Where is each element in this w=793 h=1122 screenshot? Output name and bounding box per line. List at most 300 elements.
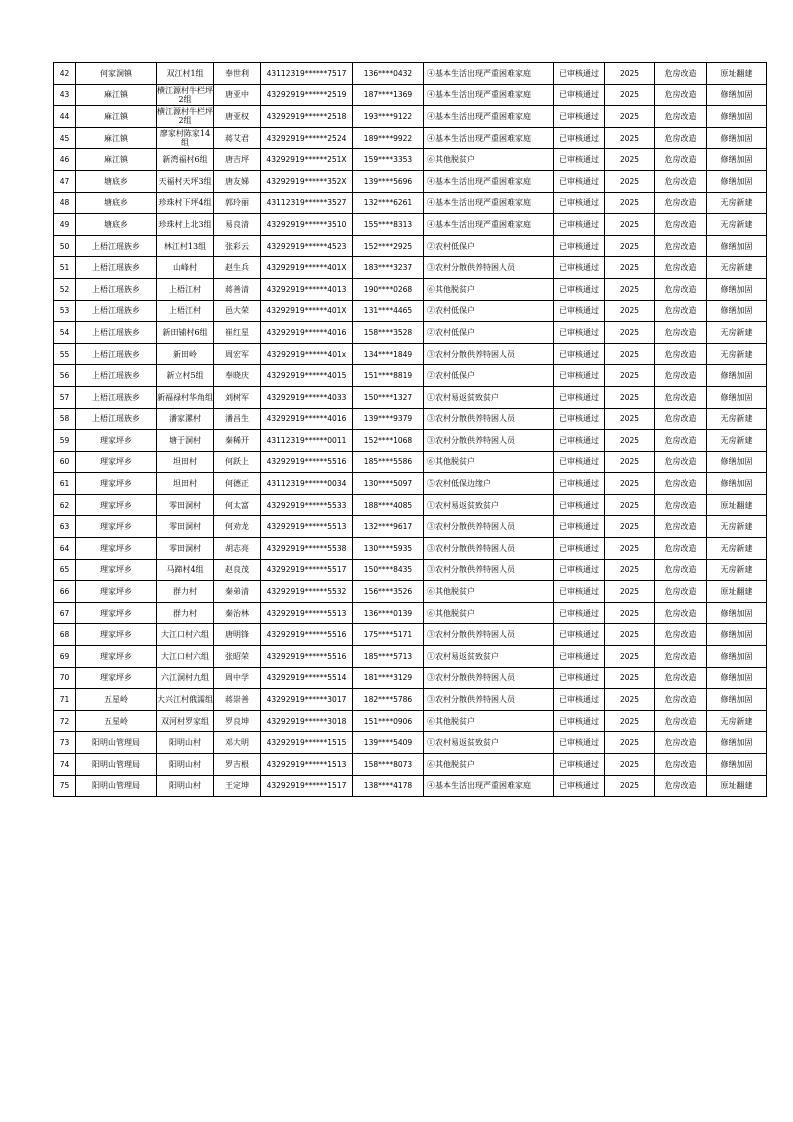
id-number-cell: 43292919******5538	[261, 538, 353, 560]
table-body	[54, 63, 767, 797]
village-cell: 双河村罗家组	[157, 710, 214, 732]
table-row	[54, 710, 767, 732]
review-status-cell: 已审核通过	[554, 602, 605, 624]
township-cell: 上梧江瑶族乡	[76, 322, 157, 344]
table-row	[54, 451, 767, 473]
phone-cell: 190****0268	[353, 278, 424, 300]
household-type-cell: ①农村易返贫致贫户	[424, 732, 554, 754]
table-row	[54, 559, 767, 581]
construction-method-cell: 原址翻建	[707, 494, 767, 516]
year-cell: 2025	[605, 516, 655, 538]
year-cell: 2025	[605, 430, 655, 452]
village-cell: 上梧江村	[157, 278, 214, 300]
year-cell: 2025	[605, 408, 655, 430]
construction-method-cell: 修缮加固	[707, 646, 767, 668]
household-type-cell: ④基本生活出现严重困难家庭	[424, 127, 554, 149]
project-type-cell: 危房改造	[655, 386, 707, 408]
review-status-cell: 已审核通过	[554, 235, 605, 257]
phone-cell: 130****5935	[353, 538, 424, 560]
id-number-cell: 43292919******5513	[261, 516, 353, 538]
year-cell: 2025	[605, 84, 655, 106]
seq-cell: 46	[54, 149, 76, 171]
name-cell: 易良清	[214, 214, 261, 236]
table-row	[54, 278, 767, 300]
household-type-cell: ②农村低保户	[424, 300, 554, 322]
name-cell: 崔红星	[214, 322, 261, 344]
table-row	[54, 214, 767, 236]
phone-cell: 136****0432	[353, 63, 424, 85]
village-cell: 大江口村六组	[157, 624, 214, 646]
village-cell: 马蹄村4组	[157, 559, 214, 581]
project-type-cell: 危房改造	[655, 732, 707, 754]
review-status-cell: 已审核通过	[554, 430, 605, 452]
review-status-cell: 已审核通过	[554, 516, 605, 538]
name-cell: 秦稀开	[214, 430, 261, 452]
review-status-cell: 已审核通过	[554, 775, 605, 797]
id-number-cell: 43292919******2518	[261, 106, 353, 128]
table-row	[54, 754, 767, 776]
table-row	[54, 494, 767, 516]
year-cell: 2025	[605, 689, 655, 711]
review-status-cell: 已审核通过	[554, 149, 605, 171]
household-type-cell: ③农村分散供养特困人员	[424, 667, 554, 689]
construction-method-cell: 无房新建	[707, 343, 767, 365]
name-cell: 何太富	[214, 494, 261, 516]
project-type-cell: 危房改造	[655, 278, 707, 300]
construction-method-cell: 修缮加固	[707, 149, 767, 171]
name-cell: 周宏军	[214, 343, 261, 365]
year-cell: 2025	[605, 106, 655, 128]
township-cell: 理家坪乡	[76, 430, 157, 452]
id-number-cell: 43292919******401X	[261, 257, 353, 279]
review-status-cell: 已审核通过	[554, 127, 605, 149]
village-cell: 零田洞村	[157, 494, 214, 516]
review-status-cell: 已审核通过	[554, 192, 605, 214]
household-type-cell: ①农村易返贫致贫户	[424, 646, 554, 668]
id-number-cell: 43112319******0011	[261, 430, 353, 452]
name-cell: 蒋崇善	[214, 689, 261, 711]
seq-cell: 47	[54, 170, 76, 192]
seq-cell: 61	[54, 473, 76, 495]
township-cell: 理家坪乡	[76, 473, 157, 495]
construction-method-cell: 无房新建	[707, 430, 767, 452]
township-cell: 麻江镇	[76, 84, 157, 106]
year-cell: 2025	[605, 214, 655, 236]
construction-method-cell: 修缮加固	[707, 170, 767, 192]
phone-cell: 188****4085	[353, 494, 424, 516]
phone-cell: 193****9122	[353, 106, 424, 128]
name-cell: 张昭荣	[214, 646, 261, 668]
seq-cell: 70	[54, 667, 76, 689]
village-cell: 阳明山村	[157, 732, 214, 754]
review-status-cell: 已审核通过	[554, 646, 605, 668]
table-row	[54, 624, 767, 646]
village-cell: 阳明山村	[157, 754, 214, 776]
township-cell: 上梧江瑶族乡	[76, 365, 157, 387]
project-type-cell: 危房改造	[655, 624, 707, 646]
id-number-cell: 43292919******4013	[261, 278, 353, 300]
township-cell: 理家坪乡	[76, 646, 157, 668]
project-type-cell: 危房改造	[655, 257, 707, 279]
name-cell: 唐亚中	[214, 84, 261, 106]
phone-cell: 185****5713	[353, 646, 424, 668]
phone-cell: 150****8435	[353, 559, 424, 581]
review-status-cell: 已审核通过	[554, 710, 605, 732]
phone-cell: 156****3526	[353, 581, 424, 603]
construction-method-cell: 无房新建	[707, 408, 767, 430]
village-cell: 阳明山村	[157, 775, 214, 797]
project-type-cell: 危房改造	[655, 84, 707, 106]
project-type-cell: 危房改造	[655, 775, 707, 797]
year-cell: 2025	[605, 149, 655, 171]
phone-cell: 181****3129	[353, 667, 424, 689]
phone-cell: 134****1849	[353, 343, 424, 365]
household-type-cell: ③农村分散供养特困人员	[424, 516, 554, 538]
table-row	[54, 408, 767, 430]
construction-method-cell: 无房新建	[707, 322, 767, 344]
phone-cell: 130****5097	[353, 473, 424, 495]
year-cell: 2025	[605, 602, 655, 624]
year-cell: 2025	[605, 473, 655, 495]
construction-method-cell: 修缮加固	[707, 732, 767, 754]
village-cell: 坦田村	[157, 451, 214, 473]
project-type-cell: 危房改造	[655, 214, 707, 236]
name-cell: 胡志亮	[214, 538, 261, 560]
seq-cell: 49	[54, 214, 76, 236]
table-row	[54, 149, 767, 171]
township-cell: 理家坪乡	[76, 516, 157, 538]
project-type-cell: 危房改造	[655, 106, 707, 128]
phone-cell: 139****5696	[353, 170, 424, 192]
township-cell: 上梧江瑶族乡	[76, 408, 157, 430]
project-type-cell: 危房改造	[655, 559, 707, 581]
review-status-cell: 已审核通过	[554, 624, 605, 646]
year-cell: 2025	[605, 710, 655, 732]
id-number-cell: 43292919******3018	[261, 710, 353, 732]
table-row	[54, 732, 767, 754]
name-cell: 蒋善清	[214, 278, 261, 300]
township-cell: 五星岭	[76, 710, 157, 732]
id-number-cell: 43292919******4016	[261, 322, 353, 344]
township-cell: 麻江镇	[76, 149, 157, 171]
construction-method-cell: 无房新建	[707, 257, 767, 279]
construction-method-cell: 无房新建	[707, 516, 767, 538]
village-cell: 横江源村牛栏坪2组	[157, 85, 213, 104]
name-cell: 潘昌生	[214, 408, 261, 430]
seq-cell: 58	[54, 408, 76, 430]
name-cell: 奉世利	[214, 63, 261, 85]
year-cell: 2025	[605, 538, 655, 560]
household-type-cell: ①农村易返贫致贫户	[424, 386, 554, 408]
id-number-cell: 43292919******5517	[261, 559, 353, 581]
construction-method-cell: 修缮加固	[707, 84, 767, 106]
phone-cell: 139****9379	[353, 408, 424, 430]
year-cell: 2025	[605, 646, 655, 668]
review-status-cell: 已审核通过	[554, 559, 605, 581]
table-row	[54, 257, 767, 279]
seq-cell: 45	[54, 127, 76, 149]
seq-cell: 60	[54, 451, 76, 473]
construction-method-cell: 修缮加固	[707, 689, 767, 711]
village-cell: 新田岭	[157, 343, 214, 365]
table-row	[54, 322, 767, 344]
id-number-cell: 43292919******2524	[261, 127, 353, 149]
seq-cell: 52	[54, 278, 76, 300]
construction-method-cell: 修缮加固	[707, 473, 767, 495]
village-cell: 珍珠村下坪4组	[157, 192, 214, 214]
review-status-cell: 已审核通过	[554, 386, 605, 408]
table-row	[54, 538, 767, 560]
township-cell: 上梧江瑶族乡	[76, 235, 157, 257]
review-status-cell: 已审核通过	[554, 170, 605, 192]
table-row	[54, 170, 767, 192]
project-type-cell: 危房改造	[655, 430, 707, 452]
year-cell: 2025	[605, 559, 655, 581]
id-number-cell: 43292919******5533	[261, 494, 353, 516]
construction-method-cell: 修缮加固	[707, 300, 767, 322]
year-cell: 2025	[605, 494, 655, 516]
seq-cell: 53	[54, 300, 76, 322]
village-cell: 零田洞村	[157, 516, 214, 538]
table-row	[54, 581, 767, 603]
phone-cell: 151****8819	[353, 365, 424, 387]
id-number-cell: 43112319******7517	[261, 63, 353, 85]
name-cell: 周中学	[214, 667, 261, 689]
construction-method-cell: 修缮加固	[707, 278, 767, 300]
village-cell: 天福村天坪3组	[157, 170, 214, 192]
table-row	[54, 235, 767, 257]
table-row	[54, 84, 767, 106]
household-type-cell: ⑤农村低保边缘户	[424, 473, 554, 495]
name-cell: 邓大明	[214, 732, 261, 754]
name-cell: 刘树军	[214, 386, 261, 408]
household-type-cell: ②农村低保户	[424, 235, 554, 257]
construction-method-cell: 无房新建	[707, 710, 767, 732]
phone-cell: 155****8313	[353, 214, 424, 236]
seq-cell: 51	[54, 257, 76, 279]
household-type-cell: ③农村分散供养特困人员	[424, 257, 554, 279]
year-cell: 2025	[605, 322, 655, 344]
project-type-cell: 危房改造	[655, 192, 707, 214]
township-cell: 理家坪乡	[76, 494, 157, 516]
construction-method-cell: 修缮加固	[707, 365, 767, 387]
review-status-cell: 已审核通过	[554, 408, 605, 430]
review-status-cell: 已审核通过	[554, 106, 605, 128]
household-type-cell: ③农村分散供养特困人员	[424, 559, 554, 581]
project-type-cell: 危房改造	[655, 365, 707, 387]
seq-cell: 72	[54, 710, 76, 732]
household-type-cell: ④基本生活出现严重困难家庭	[424, 84, 554, 106]
phone-cell: 183****3237	[353, 257, 424, 279]
township-cell: 理家坪乡	[76, 581, 157, 603]
seq-cell: 69	[54, 646, 76, 668]
table-row	[54, 473, 767, 495]
project-type-cell: 危房改造	[655, 754, 707, 776]
phone-cell: 182****5786	[353, 689, 424, 711]
phone-cell: 138****4178	[353, 775, 424, 797]
construction-method-cell: 原址翻建	[707, 775, 767, 797]
name-cell: 赵良茂	[214, 559, 261, 581]
village-cell: 山峰村	[157, 257, 214, 279]
village-cell: 潘家漯村	[157, 408, 214, 430]
village-cell: 六江洞村九组	[157, 667, 214, 689]
table-row	[54, 63, 767, 85]
year-cell: 2025	[605, 732, 655, 754]
village-cell: 大兴江村俄濡组	[157, 689, 214, 711]
review-status-cell: 已审核通过	[554, 343, 605, 365]
household-type-cell: ⑥其他脱贫户	[424, 754, 554, 776]
id-number-cell: 43292919******401x	[261, 343, 353, 365]
phone-cell: 150****1327	[353, 386, 424, 408]
township-cell: 理家坪乡	[76, 602, 157, 624]
table-row	[54, 300, 767, 322]
township-cell: 上梧江瑶族乡	[76, 343, 157, 365]
construction-method-cell: 修缮加固	[707, 106, 767, 128]
name-cell: 罗吉根	[214, 754, 261, 776]
village-cell: 新福禄村华角组	[157, 386, 214, 408]
household-type-cell: ⑥其他脱贫户	[424, 602, 554, 624]
township-cell: 阳明山管理局	[76, 754, 157, 776]
name-cell: 邑大荣	[214, 300, 261, 322]
village-cell: 廖家村陈家14组	[157, 127, 214, 149]
household-type-cell: ①农村易返贫致贫户	[424, 494, 554, 516]
table-row	[54, 106, 767, 128]
project-type-cell: 危房改造	[655, 710, 707, 732]
township-cell: 塘底乡	[76, 170, 157, 192]
phone-cell: 152****2925	[353, 235, 424, 257]
year-cell: 2025	[605, 667, 655, 689]
year-cell: 2025	[605, 451, 655, 473]
township-cell: 麻江镇	[76, 106, 157, 128]
review-status-cell: 已审核通过	[554, 84, 605, 106]
seq-cell: 74	[54, 754, 76, 776]
name-cell: 王定坤	[214, 775, 261, 797]
year-cell: 2025	[605, 343, 655, 365]
township-cell: 上梧江瑶族乡	[76, 386, 157, 408]
phone-cell: 158****8073	[353, 754, 424, 776]
household-type-cell: ⑥其他脱贫户	[424, 451, 554, 473]
household-type-cell: ③农村分散供养特困人员	[424, 408, 554, 430]
review-status-cell: 已审核通过	[554, 451, 605, 473]
household-type-cell: ④基本生活出现严重困难家庭	[424, 192, 554, 214]
review-status-cell: 已审核通过	[554, 732, 605, 754]
construction-method-cell: 无房新建	[707, 559, 767, 581]
phone-cell: 131****4465	[353, 300, 424, 322]
name-cell: 罗良坤	[214, 710, 261, 732]
seq-cell: 50	[54, 235, 76, 257]
construction-method-cell: 无房新建	[707, 214, 767, 236]
beneficiary-table	[53, 62, 767, 797]
household-type-cell: ②农村低保户	[424, 365, 554, 387]
review-status-cell: 已审核通过	[554, 538, 605, 560]
seq-cell: 73	[54, 732, 76, 754]
village-cell: 新湾福村6组	[157, 149, 214, 171]
township-cell: 理家坪乡	[76, 667, 157, 689]
seq-cell: 43	[54, 84, 76, 106]
village-cell: 零田洞村	[157, 538, 214, 560]
table-row	[54, 386, 767, 408]
name-cell: 唐明锋	[214, 624, 261, 646]
id-number-cell: 43292919******3510	[261, 214, 353, 236]
review-status-cell: 已审核通过	[554, 214, 605, 236]
phone-cell: 132****6261	[353, 192, 424, 214]
project-type-cell: 危房改造	[655, 408, 707, 430]
project-type-cell: 危房改造	[655, 451, 707, 473]
project-type-cell: 危房改造	[655, 646, 707, 668]
name-cell: 何德正	[214, 473, 261, 495]
household-type-cell: ⑥其他脱贫户	[424, 581, 554, 603]
township-cell: 理家坪乡	[76, 538, 157, 560]
township-cell: 阳明山管理局	[76, 775, 157, 797]
review-status-cell: 已审核通过	[554, 322, 605, 344]
table-row	[54, 127, 767, 149]
village-cell: 珍珠村上北3组	[157, 214, 214, 236]
township-cell: 上梧江瑶族乡	[76, 278, 157, 300]
table-row	[54, 689, 767, 711]
household-type-cell: ④基本生活出现严重困难家庭	[424, 214, 554, 236]
seq-cell: 63	[54, 516, 76, 538]
township-cell: 上梧江瑶族乡	[76, 257, 157, 279]
construction-method-cell: 原址翻建	[707, 63, 767, 85]
id-number-cell: 43292919******5516	[261, 646, 353, 668]
household-type-cell: ⑥其他脱贫户	[424, 710, 554, 732]
household-type-cell: ③农村分散供养特困人员	[424, 538, 554, 560]
phone-cell: 189****9922	[353, 127, 424, 149]
seq-cell: 48	[54, 192, 76, 214]
review-status-cell: 已审核通过	[554, 257, 605, 279]
id-number-cell: 43292919******4015	[261, 365, 353, 387]
seq-cell: 67	[54, 602, 76, 624]
id-number-cell: 43112319******0034	[261, 473, 353, 495]
township-cell: 麻江镇	[76, 127, 157, 149]
project-type-cell: 危房改造	[655, 63, 707, 85]
year-cell: 2025	[605, 775, 655, 797]
table-row	[54, 646, 767, 668]
name-cell: 蒋艾君	[214, 127, 261, 149]
village-cell: 林江村13组	[157, 235, 214, 257]
table-row	[54, 192, 767, 214]
project-type-cell: 危房改造	[655, 581, 707, 603]
name-cell: 赵生兵	[214, 257, 261, 279]
construction-method-cell: 修缮加固	[707, 127, 767, 149]
name-cell: 郭玲丽	[214, 192, 261, 214]
review-status-cell: 已审核通过	[554, 689, 605, 711]
seq-cell: 75	[54, 775, 76, 797]
name-cell: 张彩云	[214, 235, 261, 257]
id-number-cell: 43292919******5514	[261, 667, 353, 689]
seq-cell: 71	[54, 689, 76, 711]
household-type-cell: ③农村分散供养特困人员	[424, 624, 554, 646]
name-cell: 奉晓庆	[214, 365, 261, 387]
project-type-cell: 危房改造	[655, 538, 707, 560]
review-status-cell: 已审核通过	[554, 278, 605, 300]
township-cell: 理家坪乡	[76, 559, 157, 581]
village-cell: 坦田村	[157, 473, 214, 495]
review-status-cell: 已审核通过	[554, 473, 605, 495]
review-status-cell: 已审核通过	[554, 63, 605, 85]
id-number-cell: 43292919******1517	[261, 775, 353, 797]
table-row	[54, 775, 767, 797]
phone-cell: 152****1068	[353, 430, 424, 452]
year-cell: 2025	[605, 365, 655, 387]
seq-cell: 62	[54, 494, 76, 516]
household-type-cell: ④基本生活出现严重困难家庭	[424, 170, 554, 192]
year-cell: 2025	[605, 300, 655, 322]
review-status-cell: 已审核通过	[554, 667, 605, 689]
phone-cell: 136****0139	[353, 602, 424, 624]
construction-method-cell: 修缮加固	[707, 602, 767, 624]
household-type-cell: ④基本生活出现严重困难家庭	[424, 106, 554, 128]
